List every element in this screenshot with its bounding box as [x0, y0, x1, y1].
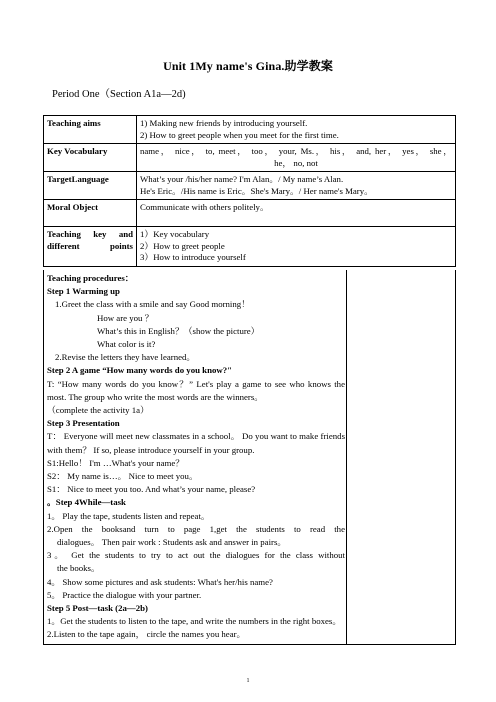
step-4-line: 4。 Show some pictures and ask students: What's her/his name? [47, 576, 273, 587]
table-row-aims [44, 116, 456, 144]
vocab-line-1: name， nice， to, meet， too， your, Ms.， his， and, her， yes， she， [140, 146, 452, 156]
points-label: Teaching key and different points [44, 227, 137, 267]
aims-line-2: 2) How to greet people when you meet for the first time. [140, 129, 339, 140]
vocab-label: Key Vocabulary [44, 144, 137, 172]
target-cell [137, 172, 456, 200]
table-row-moral [44, 200, 456, 227]
aims-cell [137, 116, 456, 144]
vocab-cell [137, 144, 456, 172]
moral-line-1: Communicate with others politely。 [140, 202, 269, 212]
table-row-target-language [44, 172, 456, 200]
column-divider [346, 270, 347, 644]
step-4-line: 1。 Play the tape, students listen and repeat。 [47, 510, 210, 521]
document-title: Unit 1My name's Gina.助学教案 [163, 59, 333, 73]
aims-line-1: 1) Making new friends by introducing yourself. [140, 118, 308, 128]
step-1-line: What color is it? [97, 339, 156, 350]
step-4-line: 5。 Practice the dialogue with your partner. [47, 589, 202, 600]
procedures-content [47, 272, 345, 642]
vocab-line-2: he， no, not [274, 157, 318, 168]
target-line-1: What’s your /his/her name? I'm Alan。/ My name’s Alan. [140, 174, 344, 184]
step-5-line: 2.Listen to the tape again， circle the names you hear。 [47, 629, 246, 640]
step-4-line: dialogues。 Then pair work : Students ask and answer in pairs。 [57, 537, 287, 548]
step-5-title: Step 5 Post—task (2a—2b) [47, 603, 148, 614]
step-1-title: Step 1 Warming up [47, 286, 120, 297]
step-3-line: S1:Hello！ I'm …What's your name？ [47, 457, 185, 468]
step-4-line: the books。 [57, 563, 100, 574]
step-5-line: 1。Get the students to listen to the tape, and write the numbers in the right boxes。 [47, 616, 342, 627]
target-line-2: He's Eric。/His name is Eric。She's Mary。/ Her name's Mary。 [140, 185, 373, 196]
points-line-2: 2）How to greet people [140, 240, 225, 251]
lesson-info-table [43, 115, 456, 267]
aims-label: Teaching aims [44, 116, 137, 144]
moral-cell [137, 200, 456, 227]
points-line-3: 3）How to introduce yourself [140, 252, 246, 262]
step-3-line: T： Everyone will meet new classmates in a school。 Do you want to make friends with them？ If so, please introduce yourself in your group. [47, 431, 345, 455]
step-4-line: 2.Open the booksand turn to page 1,get the students to read the [47, 523, 345, 534]
step-1-line: 1.Greet the class with a smile and say Good morning！ [55, 299, 250, 310]
period-subtitle: Period One（Section A1a—2d) [52, 89, 186, 100]
procedures-heading: Teaching procedures： [47, 273, 134, 283]
target-label: TargetLanguage [44, 172, 137, 200]
step-1-line: How are you ？ [97, 312, 154, 323]
points-line-1: 1）Key vocabulary [140, 229, 210, 239]
moral-label: Moral Object [44, 200, 137, 227]
step-4-title: 。Step 4While—task [47, 497, 126, 508]
step-2-title: Step 2 A game “How many words do you know?" [47, 365, 233, 376]
step-2-line: （complete the activity 1a） [47, 405, 149, 416]
step-2-line: T: “How many words do you know？” Let's play a game to see who knows the most. The group who write the most words are the winners。 [47, 378, 345, 402]
page-number: 1 [246, 678, 250, 684]
step-3-line: S2： My name is…。 Nice to meet you。 [47, 471, 198, 482]
step-3-line: S1： Nice to meet you too. And what’s your name, please? [47, 484, 256, 495]
step-1-line: What’s this in English？（show the picture） [97, 325, 260, 336]
table-row-key-points [44, 227, 456, 267]
teaching-procedures-box [43, 270, 456, 645]
points-cell [137, 227, 456, 267]
step-3-title: Step 3 Presentation [47, 418, 120, 429]
table-row-vocabulary [44, 144, 456, 172]
step-1-line: 2.Revise the letters they have learned。 [55, 352, 196, 363]
step-4-line: 3。 Get the students to try to act out the dialogues for the class without [47, 550, 345, 561]
